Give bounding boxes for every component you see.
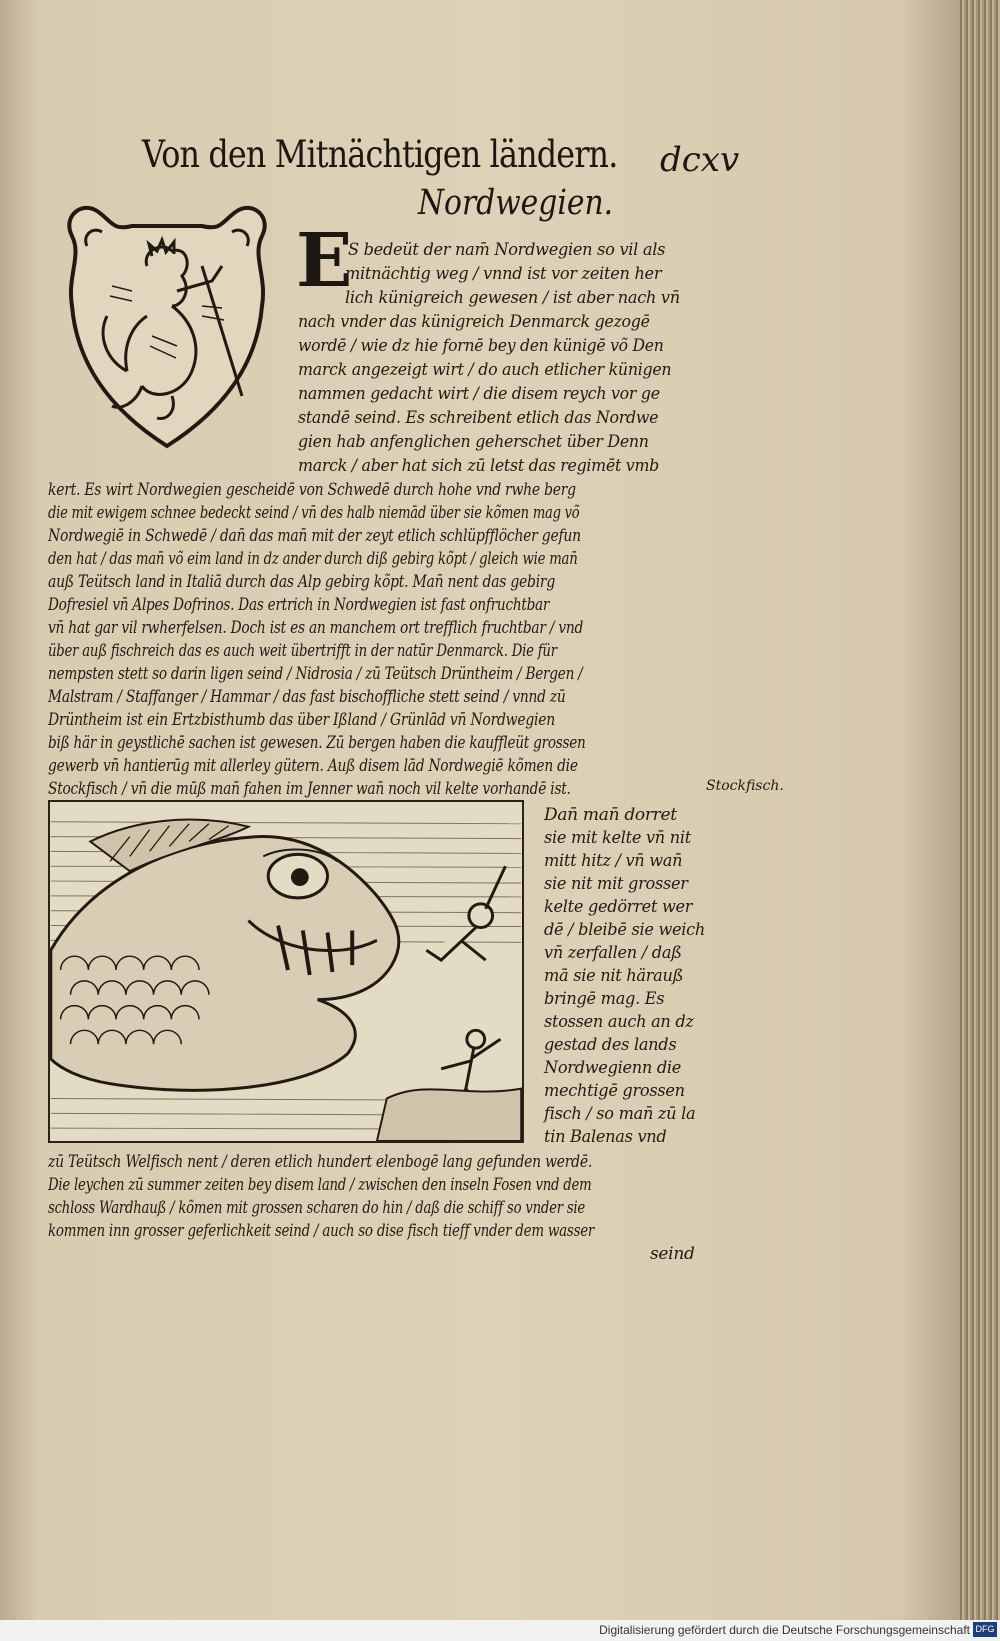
text-line: zū Teütsch Welfisch nent / deren etlich hundert elenbogē lang gefunden werdē. [48,1152,593,1172]
footer-bar [0,1620,1000,1641]
coat-of-arms-image [52,196,282,458]
folio-number: dcxv [660,140,740,180]
text-line: dē / bleibē sie weich [544,920,706,940]
text-line: S bedeüt der nam̄ Nordwegien so vil als [348,240,666,260]
text-line: marck / aber hat sich zū letst das regimēt vmb [298,456,660,476]
dfg-logo: DFG [973,1622,997,1637]
whale-woodcut-illustration [48,800,524,1143]
text-line: nammen gedacht wirt / die disem reych vor ge [298,384,660,404]
text-line: marck angezeigt wirt / do auch etlicher künigen [298,360,672,380]
text-line: schloss Wardhauß / kõmen mit grossen scharen do hin / daß die schiff so vnder sie [48,1198,586,1218]
text-line: vn̄ zerfallen / daß [544,943,682,963]
text-line: Nordwegienn die [544,1058,682,1078]
footer-credit: Digitalisierung gefördert durch die Deutsche Forschungsgemeinschaft [599,1623,970,1637]
text-line: mitnächtig weg / vnnd ist vor zeiten her [345,264,662,284]
text-line: Dan̄ man̄ dorret [544,805,677,825]
text-line: Stockfisch / vn̄ die mūß man̄ fahen im Jenner wan̄ noch vil kelte vorhandē ist. [48,779,571,799]
text-line: Die leychen zū summer zeiten bey disem land / zwischen den inseln Fosen vnd dem [48,1175,592,1195]
text-line: Dofresiel vn̄ Alpes Dofrinos. Das ertrich in Nordwegien ist fast onfruchtbar [48,595,550,615]
text-line: mechtigē grossen [544,1081,685,1101]
text-line: nach vnder das künigreich Denmarck gezogē [298,312,650,332]
text-line: biß här in geystlichē sachen ist gewesen. Zū bergen haben die kauffleüt grossen [48,733,586,753]
text-line: den hat / das man̄ võ eim land in dz ander durch diß gebirg kõpt / gleich wie man̄ [48,549,578,569]
chapter-title: Nordwegien. [418,183,614,223]
text-line: lich künigreich gewesen / ist aber nach vn̄ [345,288,680,308]
text-line: gewerb vn̄ hantierūg mit allerley gütern. Auß disem lād Nordwegiē kõmen die [48,756,578,776]
text-line: gien hab anfenglichen geherschet über Denn [298,432,649,452]
text-line: auß Teütsch land in Italiā durch das Alp gebirg kõpt. Man̄ nent das gebirg [48,572,556,592]
page-fore-edge [960,0,1000,1620]
text-line: die mit ewigem schnee bedeckt seind / vn̄ des halb niemād über sie kõmen mag võ [48,503,580,523]
text-line: über auß fischreich das es auch weit übertrifft in der natūr Denmarck. Die für [48,641,557,661]
text-line: bringē mag. Es [544,989,665,1009]
text-line: kommen inn grosser geferlichkeit seind / auch so dise fisch tieff vnder dem wasser [48,1221,595,1241]
text-line: Drüntheim ist ein Ertzbisthumb das über Ißland / Grünlād vn̄ Nordwegien [48,710,555,730]
drop-capital: E [296,218,353,304]
catchword: seind [650,1244,695,1264]
text-line: mā sie nit härauß [544,966,684,986]
text-line: kelte gedörret wer [544,897,693,917]
text-line: gestad des lands [544,1035,677,1055]
margin-note: Stockfisch. [706,778,784,794]
text-line: Nordwegiē in Schwedē / dan̄ das man̄ mit der zeyt etlich schlüpfflöcher gefun [48,526,581,546]
text-line: sie mit kelte vn̄ nit [544,828,691,848]
text-line: nempsten stett so darin ligen seind / Nidrosia / zū Teütsch Drüntheim / Bergen / [48,664,583,684]
text-line: tin Balenas vnd [544,1127,667,1147]
text-line: fisch / so man̄ zū la [544,1104,696,1124]
running-head: Von den Mitnächtigen ländern. [142,133,618,176]
text-line: sie nit mit grosser [544,874,688,894]
text-line: vn̄ hat gar vil rwherfelsen. Doch ist es an manchem ort trefflich fruchtbar / vnd [48,618,584,638]
text-line: stossen auch an dz [544,1012,694,1032]
text-line: wordē / wie dz hie fornē bey den künigē võ Den [298,336,664,356]
text-line: mitt hitz / vn̄ wan̄ [544,851,683,871]
text-line: standē seind. Es schreibent etlich das Nordwe [298,408,659,428]
text-line: kert. Es wirt Nordwegien gescheidē von Schwedē durch hohe vnd rwhe berg [48,480,576,500]
text-line: Malstram / Staffanger / Hammar / das fast bischoffliche stett seind / vnnd zū [48,687,566,707]
